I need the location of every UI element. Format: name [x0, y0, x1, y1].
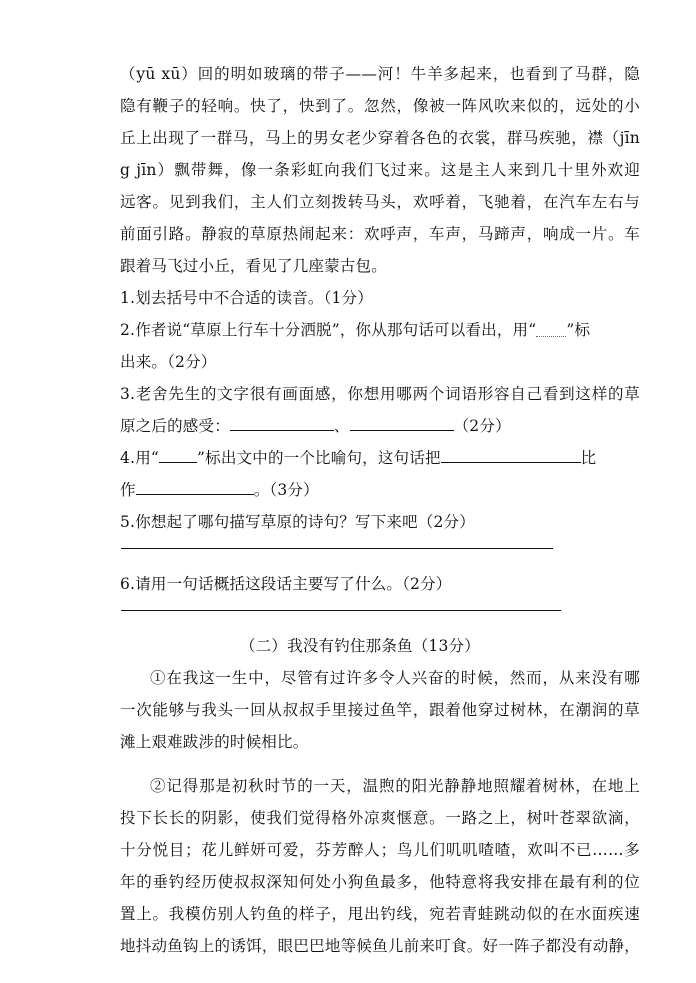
passage1-line: 跟着马飞过小丘，看见了几座蒙古包。	[120, 257, 387, 275]
passage1-line: 隐有鞭子的轻响。快了，快到了。忽然，像被一阵风吹来似的，远处的小	[120, 97, 640, 115]
answer-blank[interactable]	[230, 416, 334, 431]
para2-line: 置上。我模仿别人钓鱼的样子，甩出钓线，宛若青蛙跳动似的在水面疾速	[120, 905, 640, 923]
para2-line: 十分悦目；花儿鲜妍可爱，芬芳醉人；鸟儿们叽叽喳喳，欢叫不已……多	[120, 841, 640, 859]
para2-line: ②记得那是初秋时节的一天，温煦的阳光静静地照耀着树林，在地上	[150, 777, 640, 795]
question-4-prefix: 作	[120, 481, 136, 499]
para1-line: ①在我这一生中，尽管有过许多令人兴奋的时候，然而，从来没有哪	[150, 669, 640, 687]
question-4-score: 。（3分）	[253, 481, 319, 499]
question-3-separator: 、	[333, 417, 350, 435]
answer-blank[interactable]	[136, 480, 254, 495]
question-4-text-mid: ”标出文中的一个比喻句，这句话把	[197, 449, 441, 467]
para1-line: 一次能够与我头一回从叔叔手里接过鱼竿，跟着他穿过树林，在潮润的草	[120, 701, 640, 719]
question-3-prompt: 原之后的感受：	[120, 417, 230, 435]
question-2-text: 2.作者说“草原上行车十分洒脱”，你从那句话可以看出，用“	[120, 321, 537, 339]
question-4-text-end: 比	[580, 449, 597, 467]
para2-line: 年的垂钓经历使叔叔深知何处小狗鱼最多，他特意将我安排在最有利的位	[120, 873, 640, 891]
answer-blank[interactable]	[441, 448, 581, 463]
passage1-line: 丘上出现了一群马，马上的男女老少穿着各色的衣裳，群马疾驰，襟（jīn	[120, 129, 640, 147]
question-2-cont: 出来。（2分）	[120, 353, 217, 371]
passage1-line: （yū xū）回的明如玻璃的带子——河！牛羊多起来，也看到了马群，隐	[120, 65, 640, 83]
question-3-score: （2分）	[453, 417, 511, 435]
question-2-text-end: ”标	[566, 321, 591, 339]
passage1-line: g jīn）飘带舞，像一条彩虹向我们飞过来。这是主人来到几十里外欢迎	[120, 161, 640, 179]
answer-line[interactable]	[121, 610, 561, 611]
para2-line: 地抖动鱼钩上的诱饵，眼巴巴地等候鱼儿前来叮食。好一阵子都没有动静，	[120, 937, 640, 955]
para2-line: 投下长长的阴影，使我们觉得格外凉爽惬意。一路之上，树叶苍翠欲滴，	[120, 809, 640, 827]
answer-blank[interactable]	[350, 416, 454, 431]
question-2	[120, 320, 640, 340]
underline-mark	[159, 448, 197, 463]
question-4-text: 4.用“	[120, 449, 160, 467]
passage1-line: 前面引路。静寂的草原热闹起来：欢呼声，车声，马蹄声，响成一片。车	[120, 225, 640, 243]
question-3: 3.老舍先生的文字很有画面感，你想用哪两个词语形容自己看到这样的草	[120, 385, 640, 403]
question-5: 5.你想起了哪句描写草原的诗句？写下来吧（2分）	[120, 513, 475, 531]
answer-line[interactable]	[121, 548, 553, 549]
section-2-title: （二）我没有钓住那条鱼（13分）	[240, 637, 480, 655]
para1-line: 滩上艰难跋涉的时候相比。	[120, 733, 309, 751]
question-4	[120, 448, 640, 468]
question-4-cont	[120, 480, 640, 500]
wavy-underline-mark	[536, 326, 566, 337]
passage1-line: 远客。见到我们，主人们立刻拨转马头，欢呼着，飞驰着，在汽车左右与	[120, 193, 640, 211]
question-1: 1.划去括号中不合适的读音。（1分）	[120, 289, 374, 307]
question-6: 6.请用一句话概括这段话主要写了什么。（2分）	[120, 575, 452, 593]
question-3-cont	[120, 416, 640, 436]
